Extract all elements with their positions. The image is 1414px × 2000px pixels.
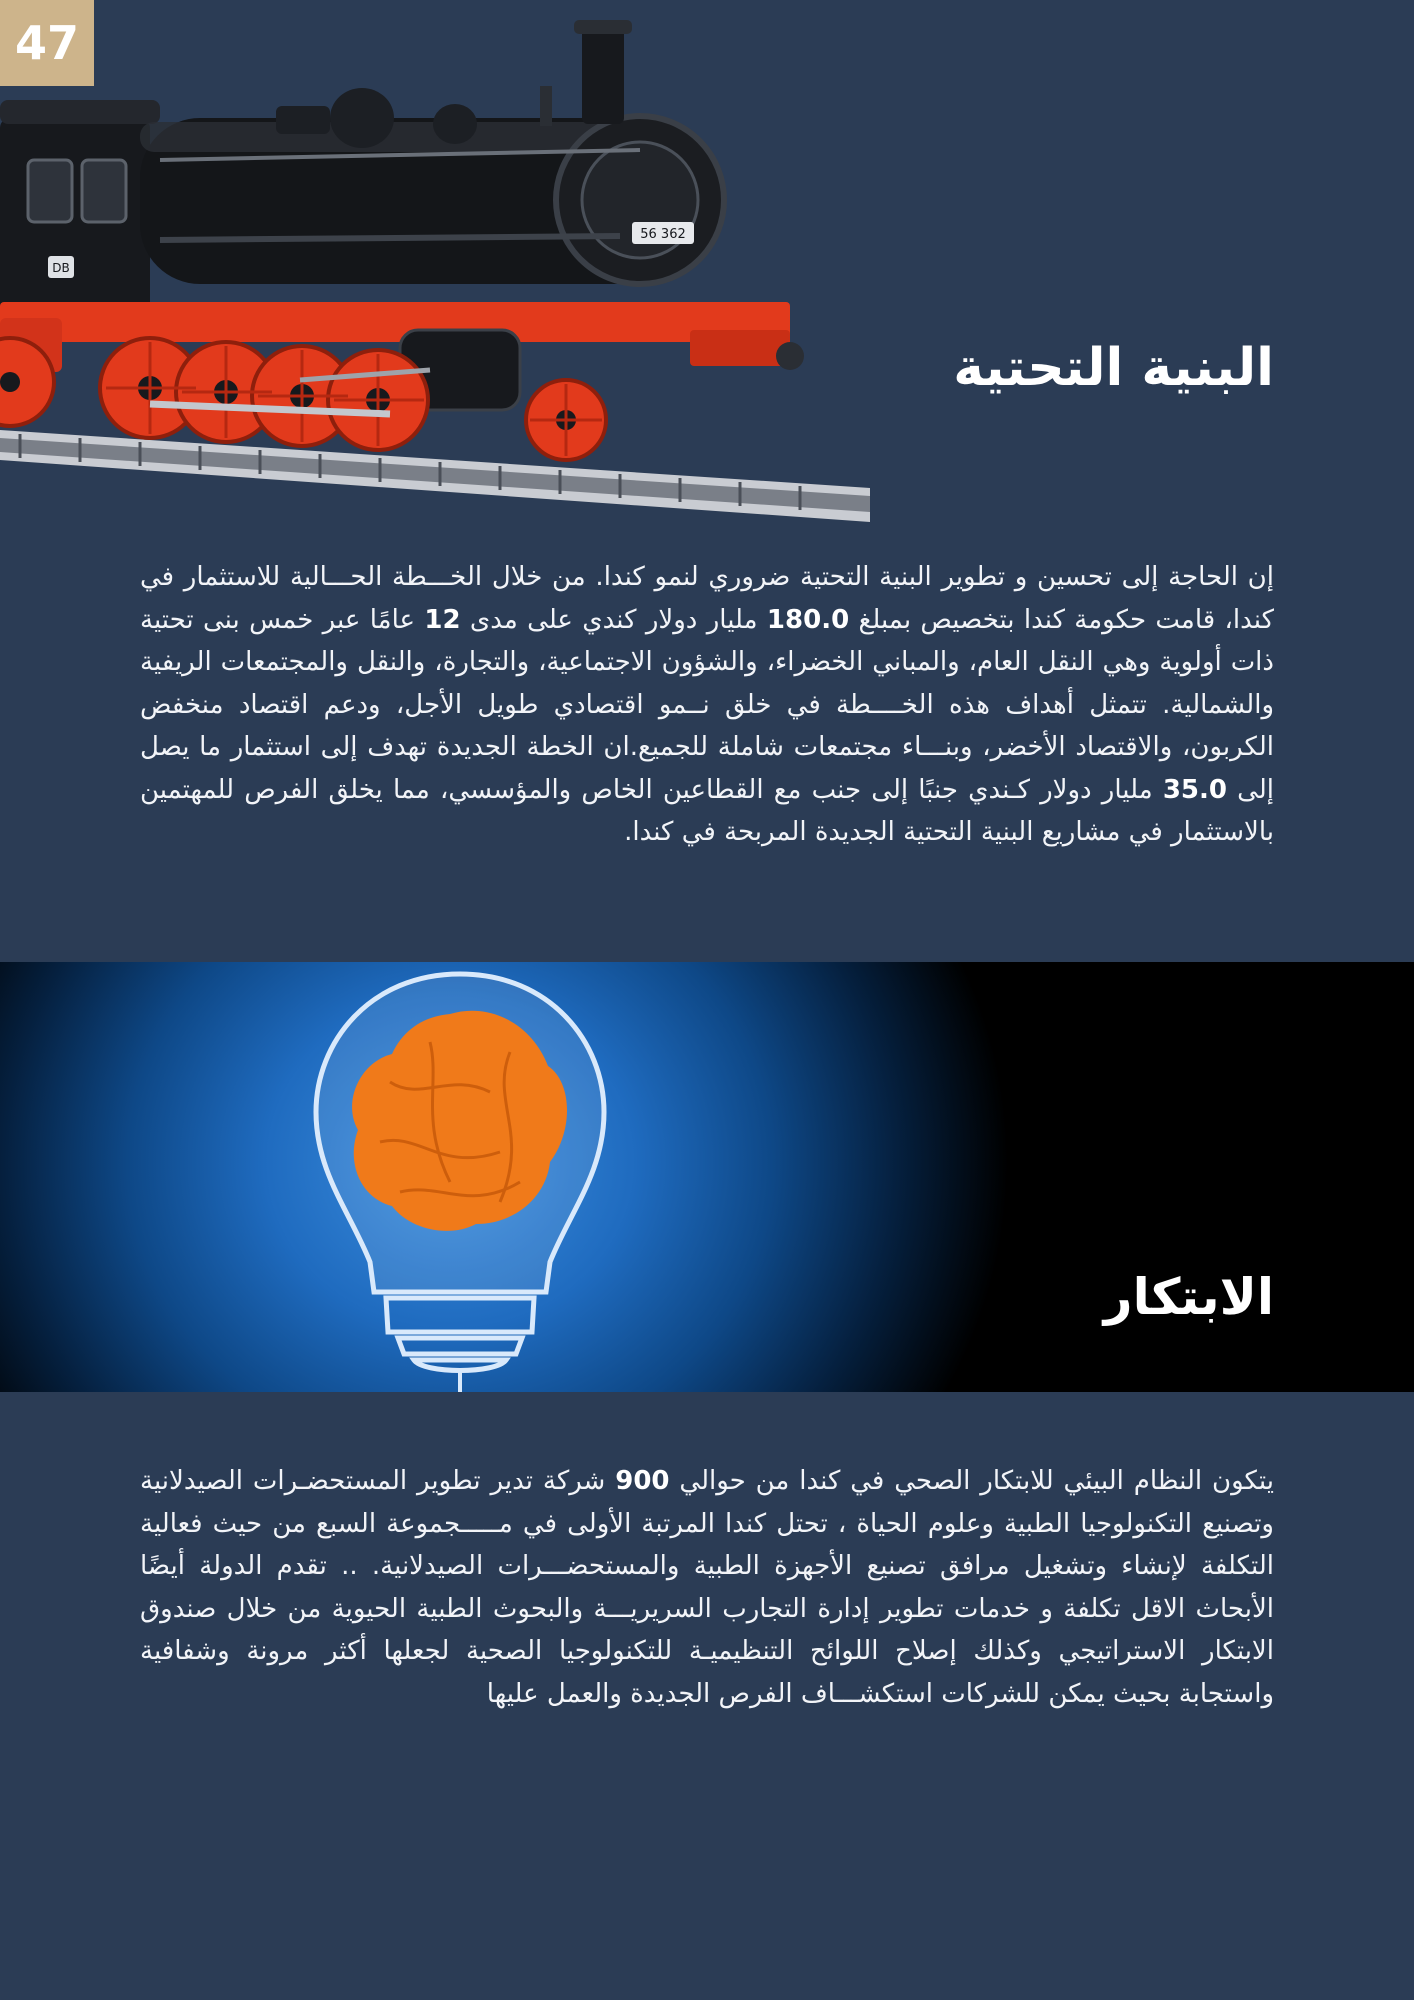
infrastructure-text-1: إن الحاجة إلى تحسين و تطوير البنية التحتية ضروري لنمو كندا. من خلال الخـــطة الحـــالية للاستثمار في كندا، قامت حكومة كندا بتخصيص بمبلغ xyxy=(140,562,1275,635)
svg-text:DB: DB xyxy=(52,261,70,275)
innovation-paragraph xyxy=(140,1460,1274,1715)
page-number-badge: 47 xyxy=(0,0,94,86)
innovation-text-2: شركة تدير تطوير المستحضـرات الصيدلانية وتصنيع التكنولوجيا الطبية وعلوم الحياة ، تحتل كندا المرتبة الأولى في مـــــجموعة السبع من حيث فعالية التكلفة لإنشاء وتشغيل مرافق تصنيع الأجهزة الطبية والمستحضـــرات الصيدلانية. .. تقدم الدولة أيضًا الأبحاث الاقل تكلفة و خدمات تطوير إدارة التجارب السريريـــة والبحوث الطبية الحيوية من خلال صندوق الابتكار الاستراتيجي وكذلك إصلاح اللوائح التنظيميـة للتكنولوجيا الصحية لجعلها أكثر مرونة وشفافية واستجابة بحيث يمكن للشركات استكشـــاف الفرص الجديدة والعمل عليها xyxy=(140,1466,1274,1709)
infrastructure-text-3: عامًا عبر خمس بنى تحتية ذات أولوية وهي النقل العام، والمباني الخضراء، والشؤون الاجتماعية، والتجارة، والنقل والمجتمعات الريفية والشمالية. تتمثل أهداف هذه الخــــطة في خلق نــمو اقتصادي طويل الأجل، ودعم اقتصاد منخفض الكربون، والاقتصاد الأخضر، وبنـــاء مجتمعات شاملة للجميع.ان الخطة الجديدة تهدف إلى استثمار ما يصل إلى xyxy=(140,604,1274,805)
infrastructure-text-2: مليار دولار كندي على مدى xyxy=(460,604,767,635)
plan-years-value: 12 xyxy=(424,604,461,635)
companies-count-value: 900 xyxy=(615,1466,670,1496)
steam-locomotive-image xyxy=(0,0,880,530)
infrastructure-paragraph xyxy=(140,556,1274,854)
innovation-text-1: يتكون النظام البيئي للابتكار الصحي في كندا من حوالي xyxy=(669,1466,1274,1496)
budget-amount-value: 180.0 xyxy=(766,604,850,635)
investment-amount-value: 35.0 xyxy=(1162,774,1227,805)
infrastructure-title: البنية التحتية xyxy=(953,338,1274,398)
light-bulb-image xyxy=(300,962,620,1392)
innovation-title: الابتكار xyxy=(1103,1268,1274,1326)
svg-text:56 362: 56 362 xyxy=(640,227,686,242)
infrastructure-text-4: مليار دولار كـندي جنبًا إلى جنب مع القطاعين الخاص والمؤسسي، مما يخلق الفرص للمهتمين بالاستثمار في مشاريع البنية التحتية الجديدة المربحة في كندا. xyxy=(140,774,1274,847)
innovation-banner xyxy=(0,962,1414,1392)
